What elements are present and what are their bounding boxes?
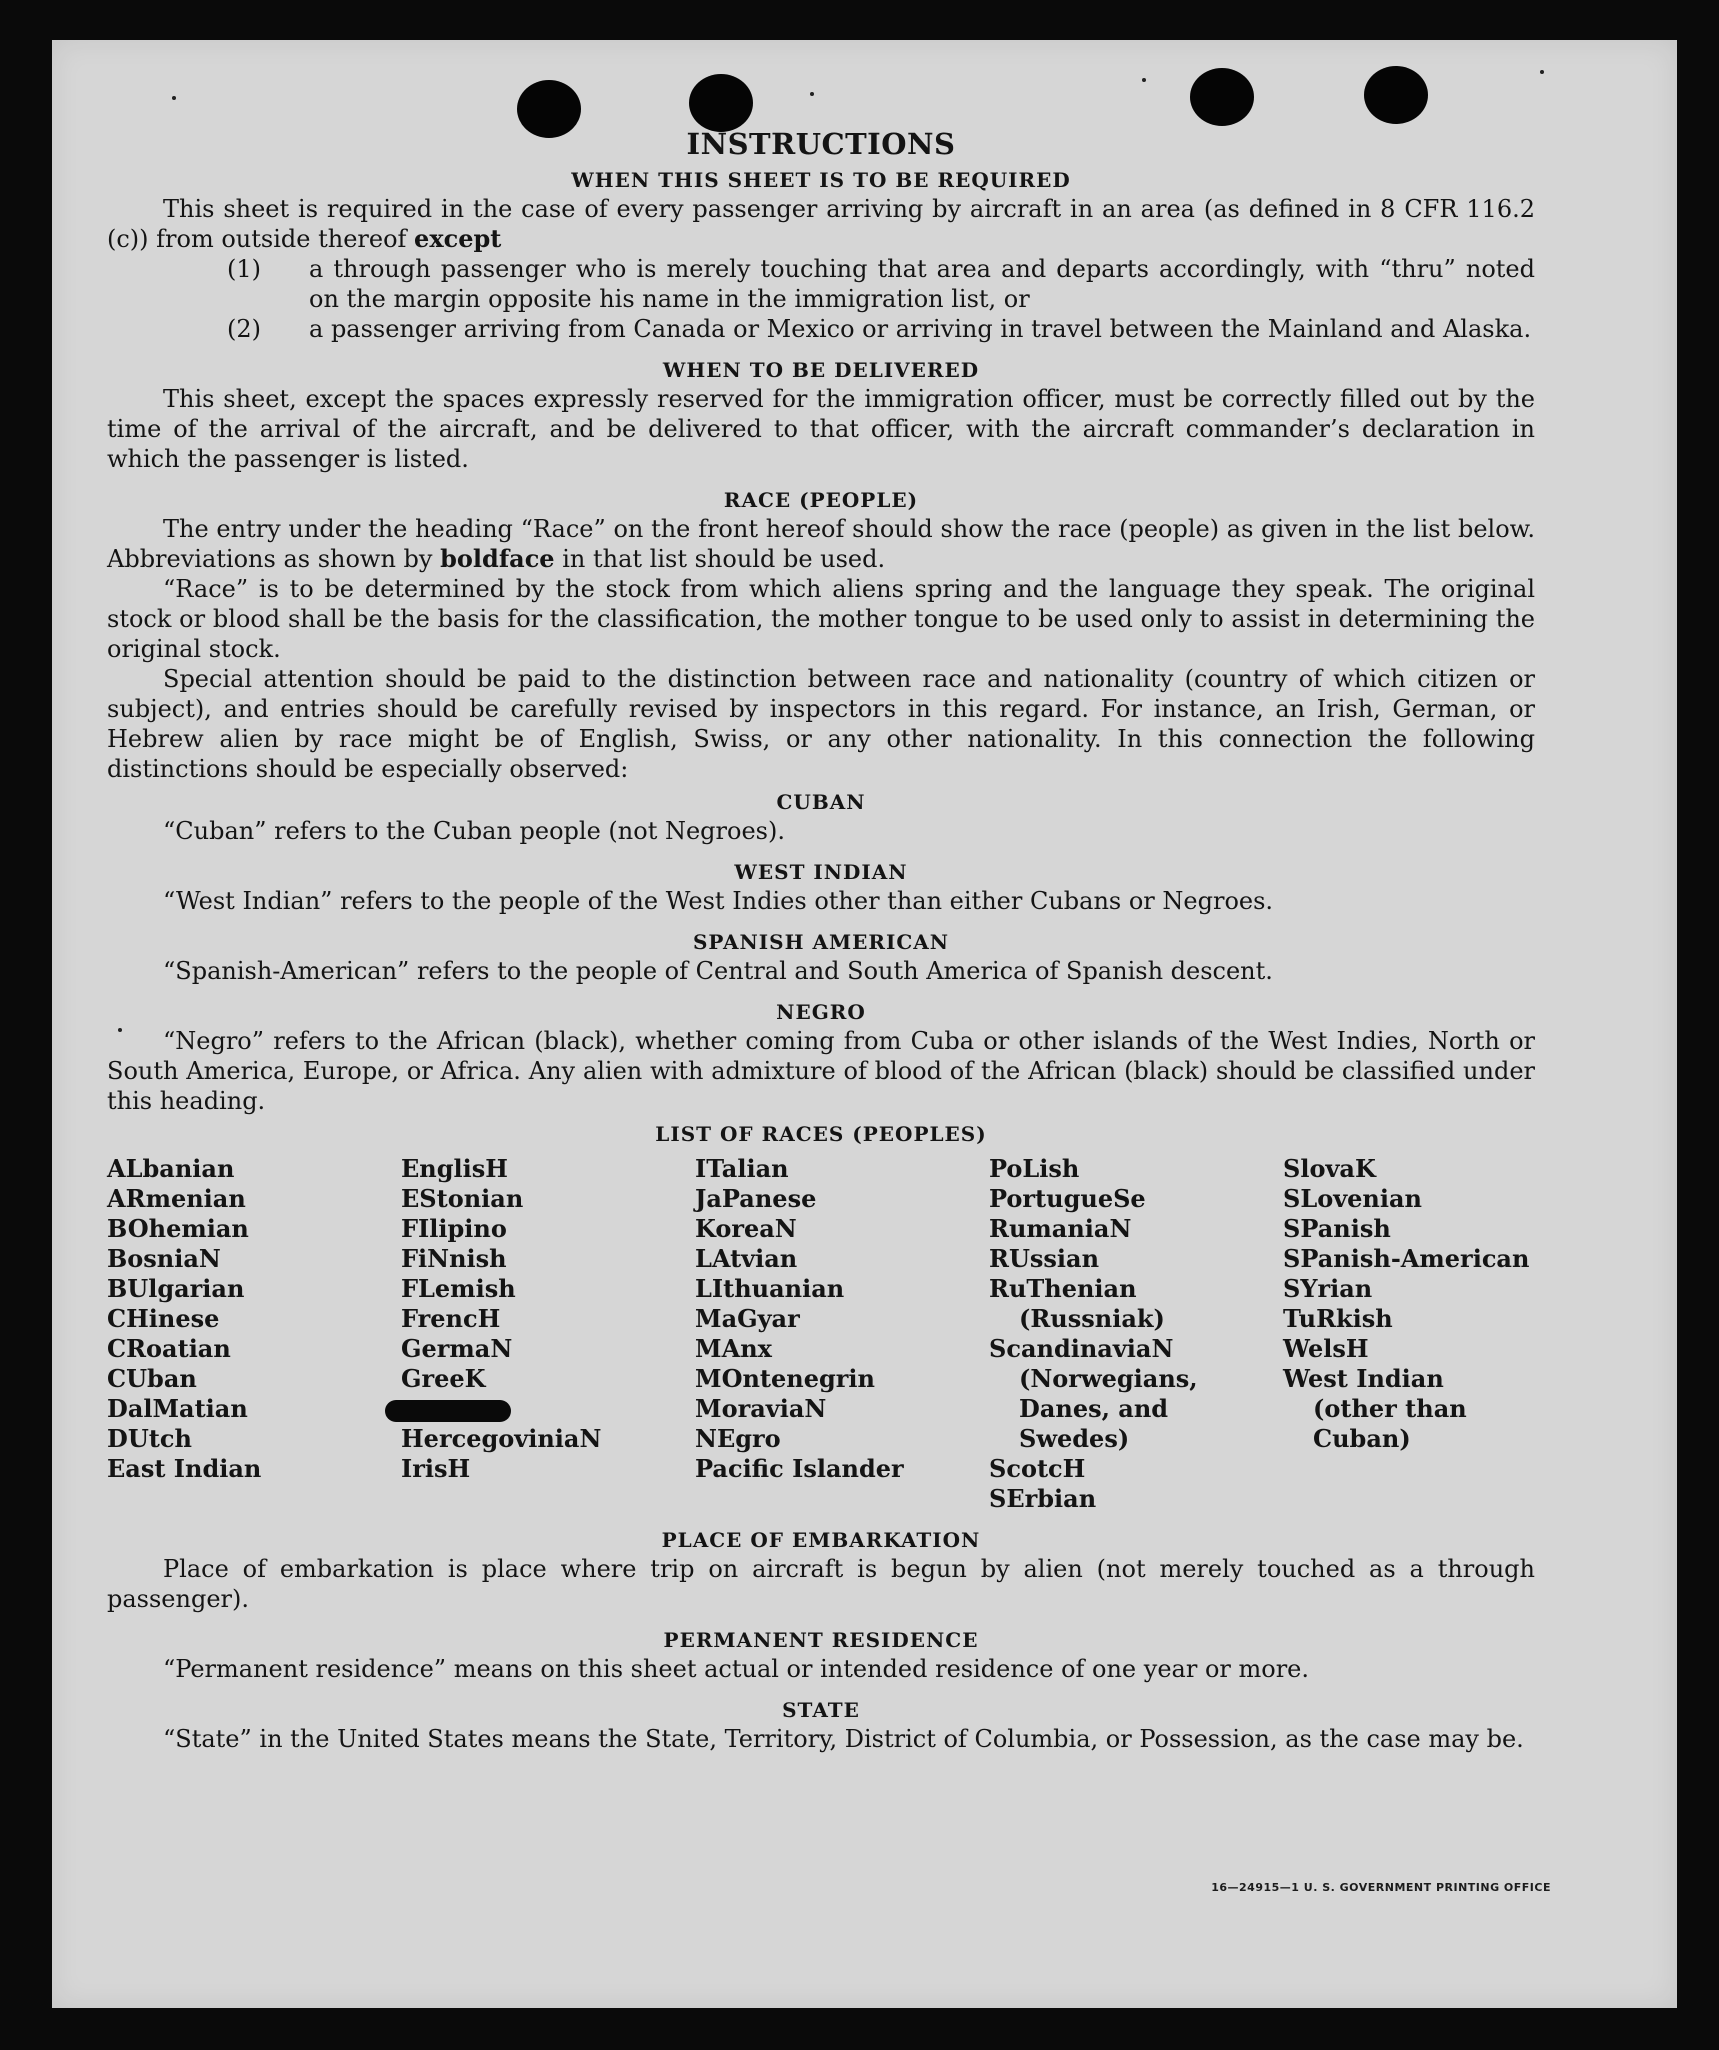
race-entry: LIthuanian xyxy=(695,1274,845,1303)
item-number: (1) xyxy=(227,255,261,283)
section-heading-embarkation: PLACE OF EMBARKATION xyxy=(661,1528,981,1552)
race-entry: SLovenian xyxy=(1283,1184,1422,1213)
race-entry: SPanish-American xyxy=(1283,1244,1530,1273)
race-entry: BosniaN xyxy=(107,1244,221,1273)
race-entry: RUssian xyxy=(989,1244,1100,1273)
race-entry: RuThenian (Russniak) xyxy=(989,1274,1165,1333)
race-entry: SErbian xyxy=(989,1484,1097,1513)
embarkation-text: Place of embarkation is place where trip on aircraft is begun by alien (not merely touched as a through passenger). xyxy=(107,1555,1535,1613)
race-entry: LAtvian xyxy=(695,1244,798,1273)
printing-office-code: 16—24915—1 U. S. GOVERNMENT PRINTING OFFICE xyxy=(1211,1881,1551,1894)
speck xyxy=(172,96,176,100)
redacted-race-entry xyxy=(401,1394,695,1424)
race-paragraph-2: “Race” is to be determined by the stock from which aliens spring and the language they speak. The original stock or blood shall be the basis for the classification, the mother tongue to be used only to assist in determining the original stock. xyxy=(107,575,1535,663)
race-entry: CUban xyxy=(107,1364,197,1393)
speck xyxy=(810,92,814,96)
punch-hole xyxy=(1364,66,1428,124)
exception-item xyxy=(107,314,1535,344)
race-entry: KoreaN xyxy=(695,1214,797,1243)
races-column-4 xyxy=(989,1154,1283,1514)
intro-emphasis: except xyxy=(414,224,502,253)
race-paragraph-1 xyxy=(107,514,1535,574)
race-p1-after: in that list should be used. xyxy=(562,545,886,573)
exception-item xyxy=(107,254,1535,314)
race-entry: MoraviaN xyxy=(695,1394,827,1423)
race-entry: FIlipino xyxy=(401,1214,507,1243)
spanish-american-text: “Spanish-American” refers to the people of Central and South America of Spanish descent. xyxy=(163,957,1273,985)
state-text: “State” in the United States means the State, Territory, District of Columbia, or Possession, as the case may be. xyxy=(163,1725,1524,1753)
cuban-text: “Cuban” refers to the Cuban people (not Negroes). xyxy=(163,817,785,845)
item-text: a passenger arriving from Canada or Mexico or arriving in travel between the Mainland and Alaska. xyxy=(309,315,1532,343)
redaction-mark xyxy=(385,1400,511,1422)
item-text: a through passenger who is merely touching that area and departs accordingly, with “thru” noted on the margin opposite his name in the immigration list, or xyxy=(309,255,1535,313)
section-heading-west-indian: WEST INDIAN xyxy=(734,860,908,884)
section-heading-state: STATE xyxy=(782,1698,860,1722)
punch-hole xyxy=(1190,68,1254,126)
section-heading-list-of-races: LIST OF RACES (PEOPLES) xyxy=(655,1122,987,1146)
race-entry: FiNnish xyxy=(401,1244,507,1273)
west-indian-text: “West Indian” refers to the people of the West Indies other than either Cubans or Negroes. xyxy=(163,887,1274,915)
race-entry: PoLish xyxy=(989,1154,1080,1183)
race-p1-bold: boldface xyxy=(440,544,555,573)
races-list xyxy=(107,1154,1535,1514)
race-entry: ARmenian xyxy=(107,1184,246,1213)
race-entry: HercegoviniaN xyxy=(401,1424,602,1453)
race-entry: CRoatian xyxy=(107,1334,231,1363)
race-entry: EStonian xyxy=(401,1184,524,1213)
race-entry: PortugueSe xyxy=(989,1184,1146,1213)
race-entry: GreeK xyxy=(401,1364,486,1393)
section-heading-cuban: CUBAN xyxy=(776,790,866,814)
section-heading-negro: NEGRO xyxy=(776,1000,866,1024)
section-heading-residence: PERMANENT RESIDENCE xyxy=(663,1628,979,1652)
races-column-1 xyxy=(107,1154,401,1514)
race-entry: MaGyar xyxy=(695,1304,800,1333)
race-entry: BUlgarian xyxy=(107,1274,245,1303)
race-entry: FLemish xyxy=(401,1274,516,1303)
race-entry: SYrian xyxy=(1283,1274,1373,1303)
race-entry: East Indian xyxy=(107,1454,262,1483)
race-entry: Pacific Islander xyxy=(695,1454,904,1483)
intro-text: This sheet is required in the case of every passenger arriving by aircraft in an area (as defined in 8 CFR 116.2 (c)) from outside thereof xyxy=(107,195,1535,253)
item-number: (2) xyxy=(227,315,261,343)
race-entry: BOhemian xyxy=(107,1214,249,1243)
race-entry: ScandinaviaN (Norwegians, Danes, and Swedes) xyxy=(989,1334,1206,1453)
speck xyxy=(1142,78,1146,82)
race-entry: IrisH xyxy=(401,1454,471,1483)
race-entry: MAnx xyxy=(695,1334,772,1363)
races-column-5 xyxy=(1283,1154,1535,1514)
race-entry: DUtch xyxy=(107,1424,192,1453)
race-entry: SPanish xyxy=(1283,1214,1391,1243)
section-heading-race: RACE (PEOPLE) xyxy=(723,488,919,512)
section-heading-when-required: WHEN THIS SHEET IS TO BE REQUIRED xyxy=(571,168,1071,192)
race-entry: ITalian xyxy=(695,1154,789,1183)
race-entry: ScotcH xyxy=(989,1454,1086,1483)
race-entry: EnglisH xyxy=(401,1154,508,1183)
race-paragraph-3: Special attention should be paid to the distinction between race and nationality (country of which citizen or subject), and entries should be carefully revised by inspectors in this regard. For instance, an Irish, German, or Hebrew alien by race might be of English, Swiss, or any other nationality. In this connection the following distinctions should be especially observed: xyxy=(107,665,1535,783)
races-column-2 xyxy=(401,1154,695,1514)
race-entry: MOntenegrin xyxy=(695,1364,875,1393)
section-heading-when-delivered: WHEN TO BE DELIVERED xyxy=(662,358,980,382)
speck xyxy=(1540,70,1544,74)
race-entry: JaPanese xyxy=(695,1184,817,1213)
when-delivered-text: This sheet, except the spaces expressly reserved for the immigration officer, must be correctly filled out by the time of the arrival of the aircraft, and be delivered to that officer, with the aircraft commander’s declaration in which the passenger is listed. xyxy=(107,385,1535,473)
race-entry: DalMatian xyxy=(107,1394,248,1423)
race-entry: FrencH xyxy=(401,1304,501,1333)
race-entry: NEgro xyxy=(695,1424,781,1453)
instructions-content xyxy=(107,122,1535,1754)
race-entry: West Indian (other than Cuban) xyxy=(1283,1364,1476,1453)
race-entry: CHinese xyxy=(107,1304,220,1333)
section-heading-spanish-american: SPANISH AMERICAN xyxy=(692,930,950,954)
residence-text: “Permanent residence” means on this sheet actual or intended residence of one year or more. xyxy=(163,1655,1309,1683)
race-entry: WelsH xyxy=(1283,1334,1369,1363)
race-entry: GermaN xyxy=(401,1334,513,1363)
page-title: INSTRUCTIONS xyxy=(686,127,956,161)
race-p1-before: The entry under the heading “Race” on the front hereof should show the race (people) as given in the list below. Abbreviations as shown by xyxy=(107,515,1535,573)
race-entry: RumaniaN xyxy=(989,1214,1132,1243)
race-entry: TuRkish xyxy=(1283,1304,1393,1333)
negro-text: “Negro” refers to the African (black), whether coming from Cuba or other islands of the West Indies, North or South America, Europe, or Africa. Any alien with admixture of blood of the African (black) should be classified under this heading. xyxy=(107,1027,1535,1115)
race-entry: ALbanian xyxy=(107,1154,235,1183)
races-column-3 xyxy=(695,1154,989,1514)
when-required-intro xyxy=(107,194,1535,254)
race-entry: SlovaK xyxy=(1283,1154,1376,1183)
